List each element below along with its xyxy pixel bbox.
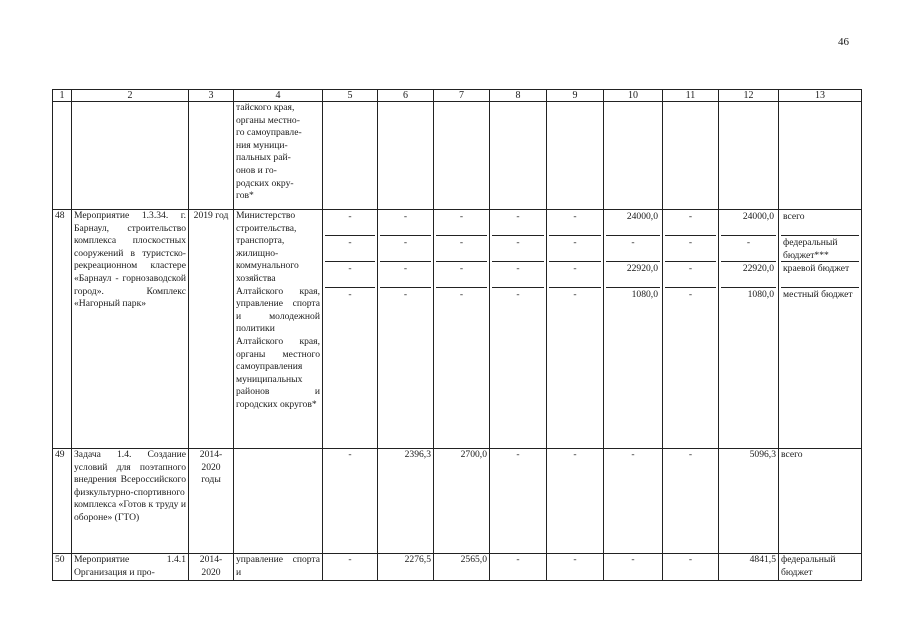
period-cell: 2014-2020 <box>189 554 234 581</box>
col6-cell: 2396,3 <box>378 449 434 554</box>
col9-cell: - - - - <box>547 210 604 449</box>
col11-cell: - <box>663 554 719 581</box>
column-header: 12 <box>719 90 779 102</box>
row-number: 48 <box>53 210 72 449</box>
col8-cell: - - - - <box>490 210 547 449</box>
col8-cell: - <box>490 449 547 554</box>
col10-cell: - <box>604 554 663 581</box>
col5-cell: - <box>323 449 378 554</box>
column-header: 10 <box>604 90 663 102</box>
activity-name: Мероприятие 1.4.1 Организация и про- <box>72 554 189 581</box>
activity-name: Мероприятие 1.3.34. г. Барнаул, строительство комплекса плоскостных сооружений в туристско-рекреационном кластере «Барнаул - горнозаводской город». Комплекс «Нагорный парк» <box>72 210 189 449</box>
col12-cell: 5096,3 <box>719 449 779 554</box>
funding-source-cell: всего федеральный бюджет*** краевой бюджет местный бюджет <box>779 210 862 449</box>
col6-cell: 2276,5 <box>378 554 434 581</box>
column-header: 6 <box>378 90 434 102</box>
col8-cell: - <box>490 554 547 581</box>
executor-cell: тайского края, органы местно- го самоуправле- ния муници- пальных рай- онов и го- родских окру- гов* <box>234 102 323 210</box>
funding-source-cell: всего <box>779 449 862 554</box>
row-number: 49 <box>53 449 72 554</box>
col7-cell: 2565,0 <box>434 554 490 581</box>
table-row-continuation <box>53 102 862 210</box>
executor-cell: Министерство строительства, транспорта, жилищно-коммунального хозяйства Алтайского края, управление спорта и молодежной политики Алтайского края, органы местного самоуправления муниципальных районов и городских округов* <box>234 210 323 449</box>
column-header: 7 <box>434 90 490 102</box>
col5-cell: - <box>323 554 378 581</box>
col11-cell: - - - - <box>663 210 719 449</box>
col6-cell: - - - - <box>378 210 434 449</box>
column-header: 1 <box>53 90 72 102</box>
column-header: 13 <box>779 90 862 102</box>
table-row-50 <box>53 554 862 581</box>
col12-cell: 4841,5 <box>719 554 779 581</box>
col12-cell: 24000,0 - 22920,0 1080,0 <box>719 210 779 449</box>
funding-source-cell: федеральный бюджет <box>779 554 862 581</box>
column-header: 5 <box>323 90 378 102</box>
table-row-49 <box>53 449 862 554</box>
column-header: 9 <box>547 90 604 102</box>
executor-cell <box>234 449 323 554</box>
page-number: 46 <box>838 36 849 48</box>
col9-cell: - <box>547 449 604 554</box>
col9-cell: - <box>547 554 604 581</box>
period-cell: 2019 год <box>189 210 234 449</box>
table-header-row <box>53 90 862 102</box>
executor-cell: управление спорта и <box>234 554 323 581</box>
budget-table <box>52 89 862 581</box>
col11-cell: - <box>663 449 719 554</box>
table-row-48 <box>53 210 862 449</box>
activity-name: Задача 1.4. Создание условий для поэтапного внедрения Всероссийского физкультурно-спортивного комплекса «Готов к труду и обороне» (ГТО) <box>72 449 189 554</box>
col7-cell: 2700,0 <box>434 449 490 554</box>
column-header: 4 <box>234 90 323 102</box>
column-header: 3 <box>189 90 234 102</box>
col10-cell: 24000,0 - 22920,0 1080,0 <box>604 210 663 449</box>
period-cell: 2014-2020 годы <box>189 449 234 554</box>
row-number: 50 <box>53 554 72 581</box>
column-header: 2 <box>72 90 189 102</box>
column-header: 8 <box>490 90 547 102</box>
col7-cell: - - - - <box>434 210 490 449</box>
col10-cell: - <box>604 449 663 554</box>
col5-cell: - - - - <box>323 210 378 449</box>
column-header: 11 <box>663 90 719 102</box>
